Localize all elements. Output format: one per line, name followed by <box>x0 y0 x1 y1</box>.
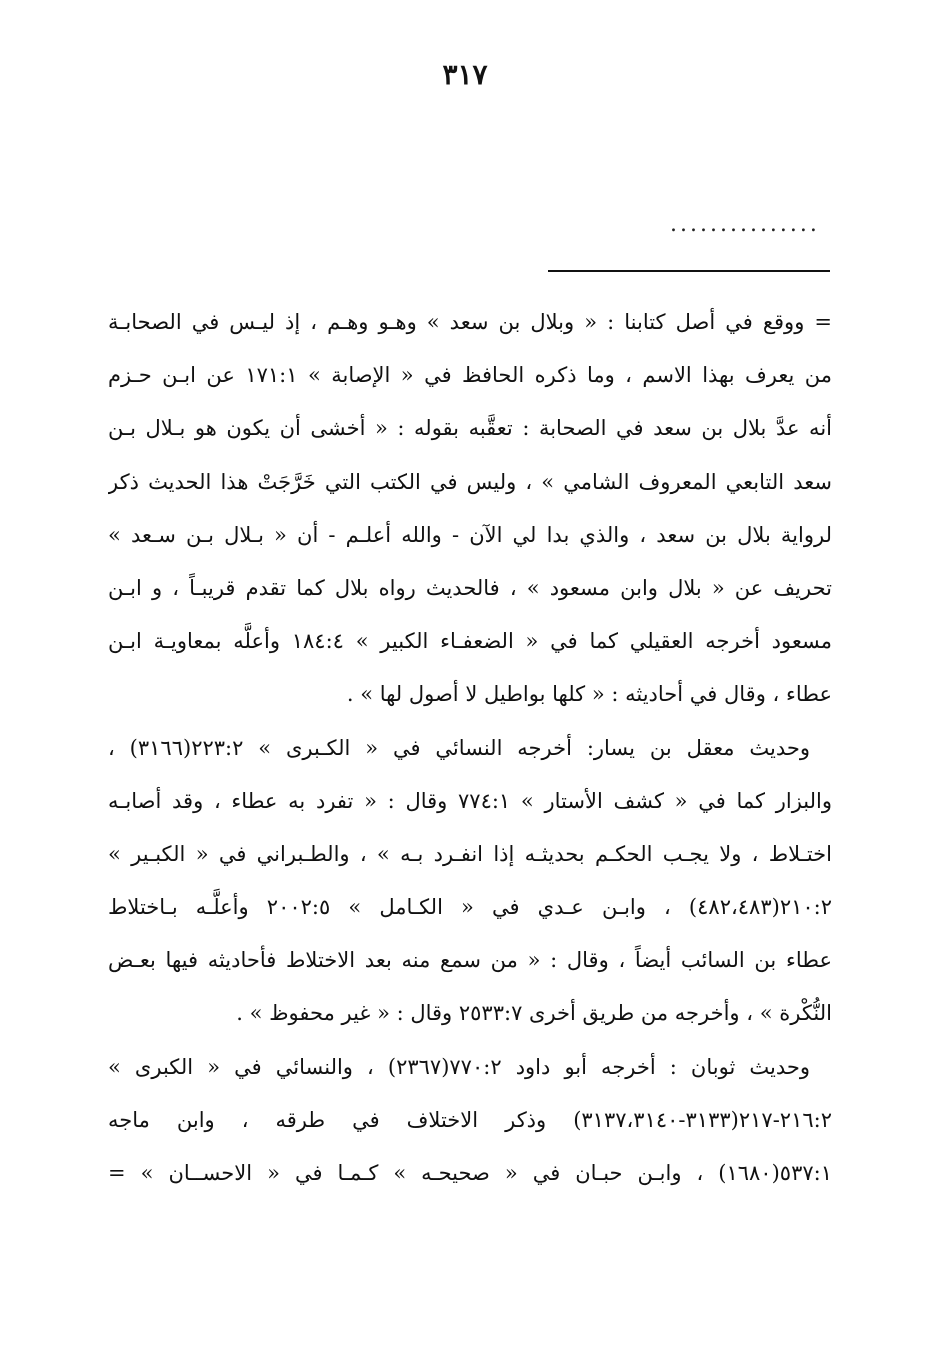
page-number: ٣١٧ <box>442 58 488 91</box>
text-line: = ووقع في أصل كتابنا : « وبلال بن سعد » وهـو وهـم ، إذ ليـس في الصحابـة <box>108 310 832 334</box>
text-line: والبزار كما في « كشف الأستار » ٧٧٤:١ وقال : « تفرد به عطاء ، وقد أصابـه <box>108 788 832 813</box>
text-line: تحريف عن « بلال وابن مسعود » ، فالحديث رواه بلال كما تقدم قريبـاً ، و ابـن <box>108 575 832 600</box>
footnote-paragraph <box>108 722 832 1041</box>
text-line: ٥٣٧:١(١٦٨٠) ، وابـن حبـان في « صحيحـه » كـمـا في « الاحســان » = <box>108 1161 832 1185</box>
footnote-paragraph <box>108 296 832 722</box>
footnote-paragraph <box>108 1041 832 1201</box>
continuation-dots: ............... <box>670 212 820 237</box>
text-line: عطاء ، وقال في أحاديثه : « كلها بواطيل لا أصول لها » . <box>346 682 832 707</box>
text-line: النُّكْرة » ، وأخرجه من طريق أخرى ٢٥٣٣:٧ وقال : « غير محفوظ » . <box>236 1001 832 1026</box>
footnote-separator <box>548 270 830 272</box>
text-line: مسعود أخرجه العقيلي كما في « الضعفـاء الكبير » ١٨٤:٤ وأعلَّه بمعاويـة ابـن <box>108 629 832 654</box>
text-line: ٢١٦:٢-٢١٧(٣١٣٣-٣١٣٧،٣١٤٠) وذكر الاختلاف في طرقه ، وابن ماجه <box>108 1107 832 1132</box>
text-line: سعد التابعي المعروف الشامي » ، وليس في الكتب التي خَرَّجَتْ هذا الحديث ذكر <box>108 469 832 494</box>
text-line: عطاء بن السائب أيضاً ، وقال : « من سمع منه بعد الاختلاط فأحاديثه فيها بعـض <box>108 948 832 973</box>
text-line: من يعرف بهذا الاسم ، وما ذكره الحافظ في « الإصابة » ١٧١:١ عن ابـن حـزم <box>108 363 832 388</box>
text-line: ٢١٠:٢(٤٨٢،٤٨٣) ، وابـن عـدي في « الكـامل » ٢٠٠٢:٥ وأعلَّـه بـاختلاط <box>108 895 832 920</box>
text-line: لرواية بلال بن سعد ، والذي بدا لي الآن - والله أعلـم - أن « بـلال بـن سـعد » <box>108 522 832 547</box>
text-line: وحديث معقل بن يسار: أخرجه النسائي في « الكـبرى » ٢٢٣:٢(٣١٦٦) ، <box>108 735 810 760</box>
footnotes-block <box>108 296 832 1200</box>
text-line: وحديث ثوبان : أخرجه أبو داود ٧٧٠:٢(٢٣٦٧) ، والنسائي في « الكبرى » <box>108 1054 810 1079</box>
text-line: اختـلاط ، ولا يجـب الحكـم بحديثـه إذا انفـرد بـه » ، والطـبراني في « الكبـير » <box>108 841 832 866</box>
text-line: أنه عدَّ بلال بن سعد في الصحابة : تعقَّبه بقوله : « أخشى أن يكون هو بـلال بـن <box>108 416 832 441</box>
